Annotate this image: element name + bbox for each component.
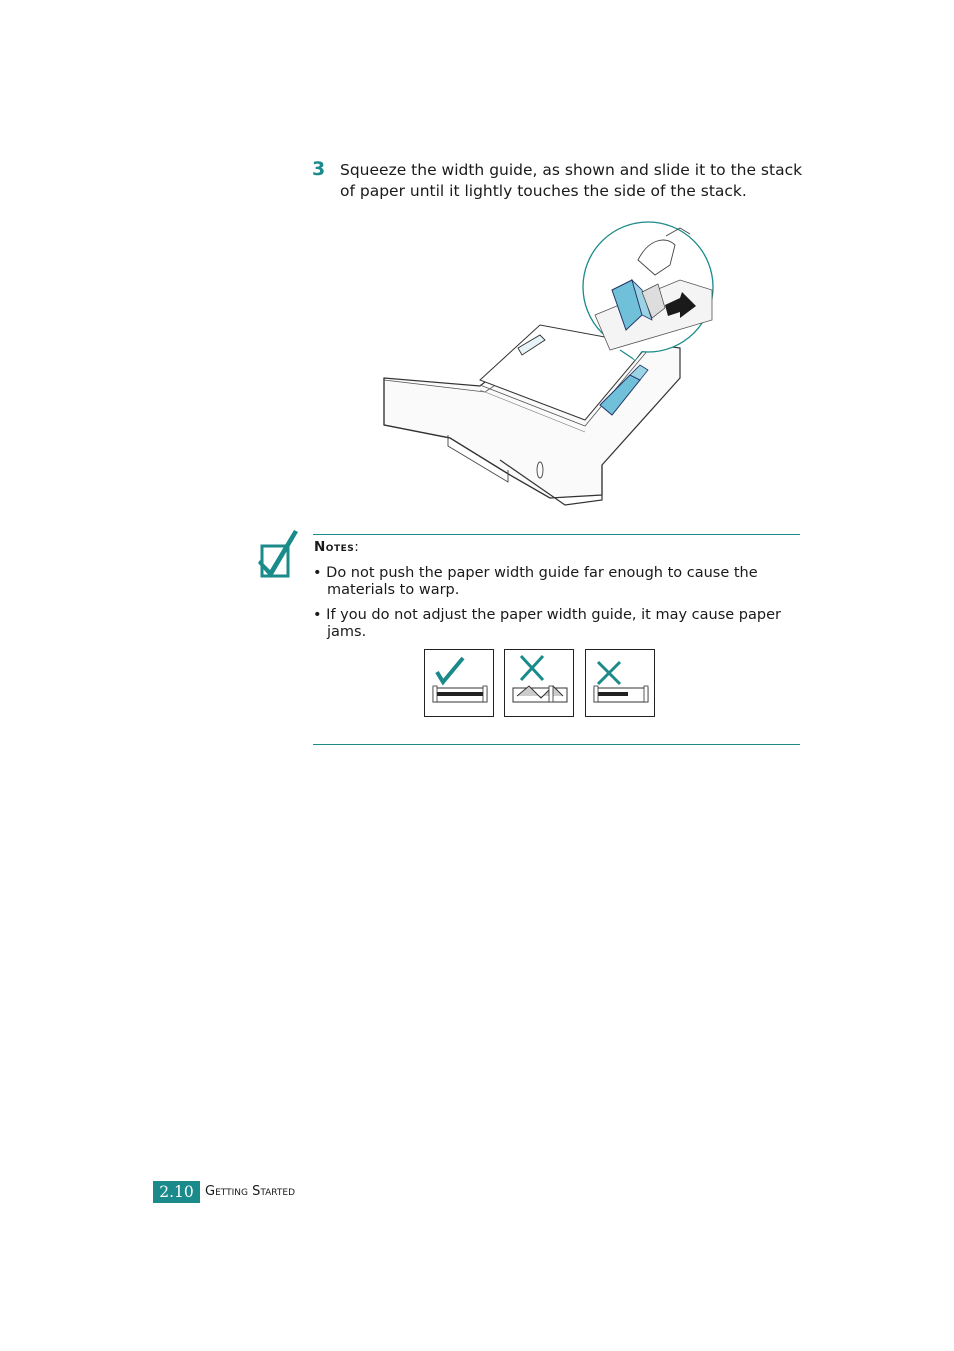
section-title: Getting Started <box>205 1184 296 1199</box>
notes-heading <box>314 539 359 555</box>
cross-icon <box>586 650 654 716</box>
panel-correct <box>424 649 494 717</box>
note-check-icon <box>256 526 302 582</box>
notes-colon: : <box>354 539 360 555</box>
cross-icon <box>505 650 573 716</box>
step-instruction: Squeeze the width guide, as shown and slide it to the stack of paper until it lightly touches the side of the stack. <box>340 161 803 200</box>
panel-warped <box>504 649 574 717</box>
notes-title: Notes <box>314 539 355 555</box>
panel-loose <box>585 649 655 717</box>
note-top-rule <box>313 534 800 535</box>
check-icon <box>425 650 493 716</box>
page-number: 2.10 <box>153 1181 200 1203</box>
paper-tray-illustration <box>380 220 720 510</box>
note-bullet-2: • If you do not adjust the paper width guide, it may cause paper jams. <box>313 607 781 640</box>
note-bullet-1: • Do not push the paper width guide far enough to cause the materials to warp. <box>313 565 758 598</box>
step-number: 3 <box>312 158 326 180</box>
note-bottom-rule <box>313 744 800 745</box>
